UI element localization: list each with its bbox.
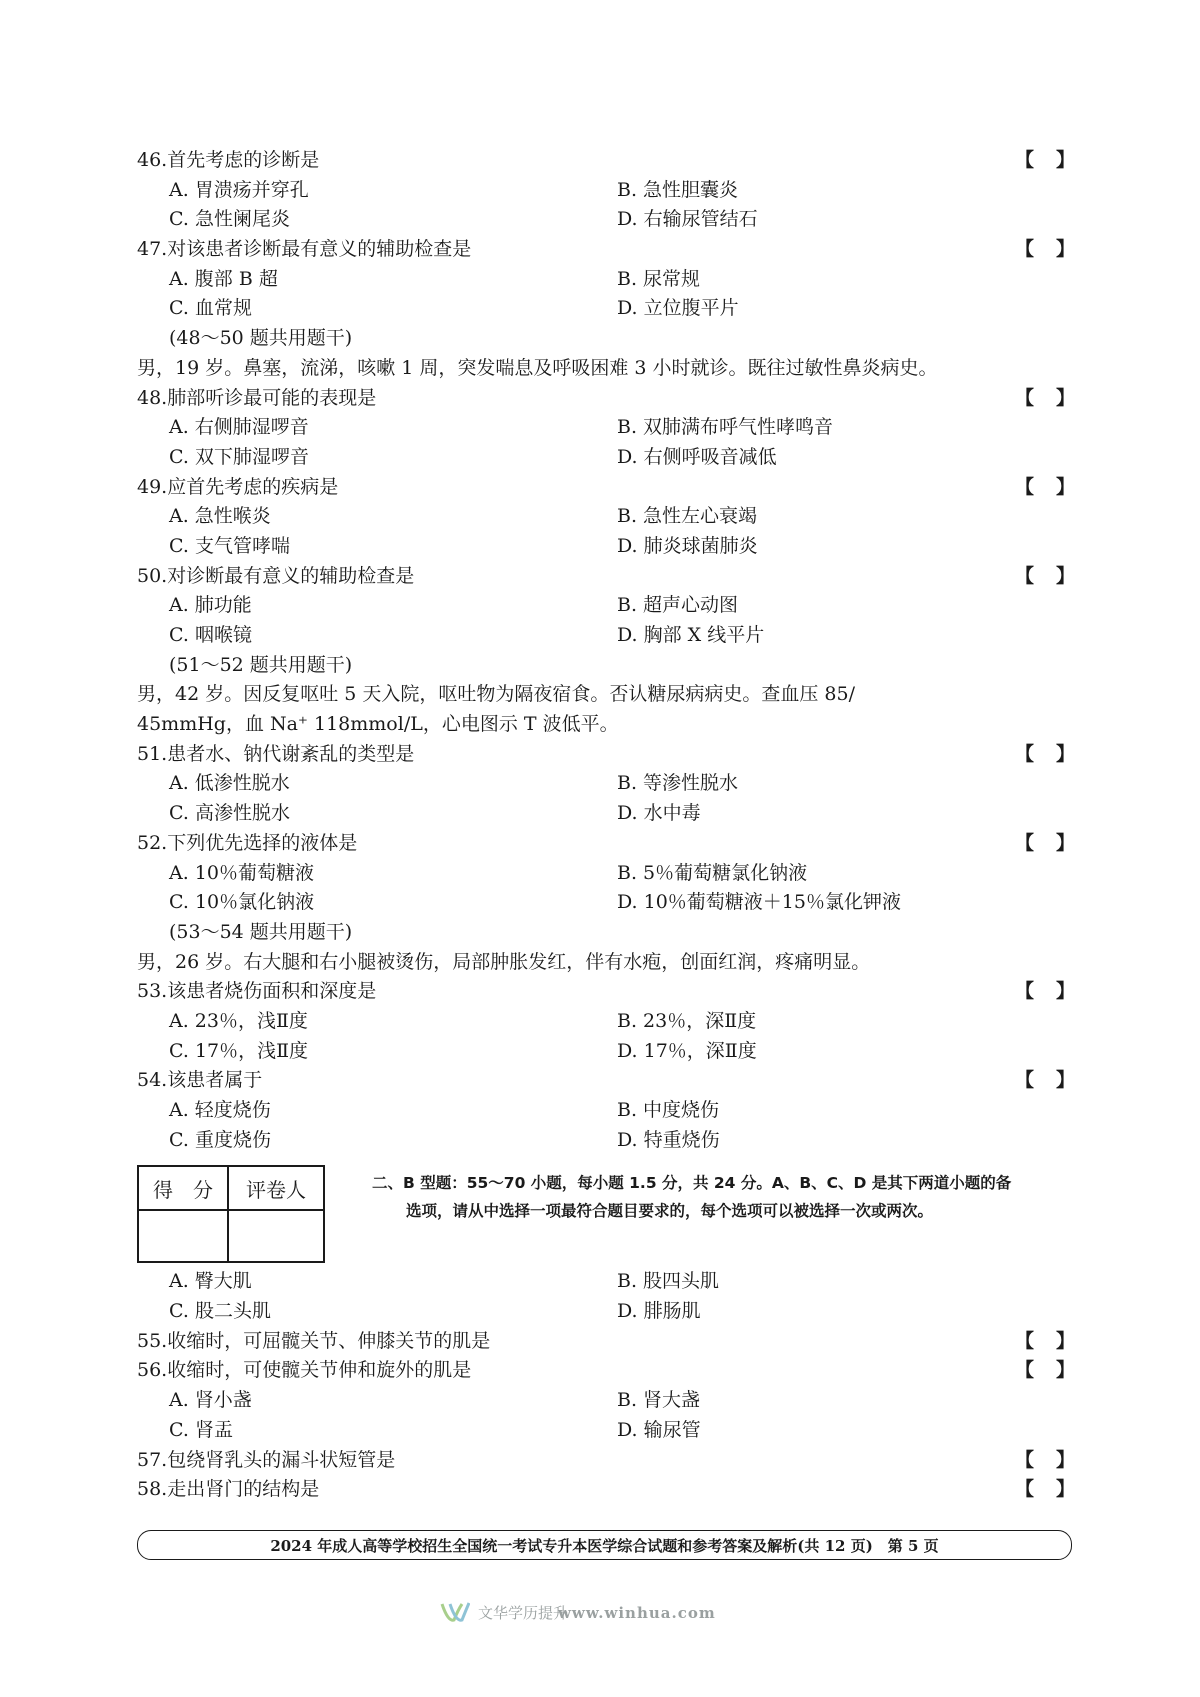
shared-stem-text: (51～52 题共用题干) [169,653,353,676]
options-row [137,176,1075,206]
option-right: D. 特重烧伤 [617,1128,720,1151]
option-right: D. 胸部 X 线平片 [617,624,765,646]
option-right: D. 右输尿管结石 [617,208,758,231]
answer-bracket: 【】 [1014,831,1097,854]
question-block-55-58 [137,1267,1097,1505]
case-text: 男，26 岁。右大腿和右小腿被烫伤，局部肿胀发红，伴有水疱，创面红润，疼痛明显。 [137,950,871,973]
answer-bracket: 【】 [1014,564,1097,587]
option-left: C. 高渗性脱水 [169,802,290,825]
option-right: B. 尿常规 [617,267,701,290]
case-description [137,680,1075,710]
question-stem: 58.走出肾门的结构是 [137,1478,320,1501]
option-left: C. 双下肺湿啰音 [169,445,309,468]
answer-bracket: 【】 [1014,742,1097,765]
grader-cell [228,1210,324,1262]
options-row [137,1037,1075,1067]
option-left: C. 血常规 [169,297,252,320]
answer-bracket: 【】 [1014,1329,1097,1352]
option-right: B. 股四头肌 [617,1270,720,1293]
option-left: A. 肺功能 [169,594,252,617]
option-left: A. 轻度烧伤 [169,1099,271,1121]
question-stem: 48.肺部听诊最可能的表现是 [137,386,377,409]
option-right: D. 肺炎球菌肺炎 [617,534,758,557]
winhua-logo-icon [440,1600,470,1626]
option-right: D. 立位腹平片 [617,297,739,320]
case-description [137,354,1075,384]
options-row [137,265,1075,295]
option-right: B. 中度烧伤 [617,1099,720,1121]
shared-stem-text: (53～54 题共用题干) [169,920,353,943]
option-right: B. 肾大盏 [617,1389,701,1412]
question-row [137,1327,1097,1357]
question-row [137,235,1097,265]
question-stem: 52.下列优先选择的液体是 [137,831,358,854]
shared-stem-text: (48～50 题共用题干) [169,327,353,350]
options-row [137,1416,1075,1446]
watermark-brand: 文华学历提升 [478,1604,569,1622]
answer-bracket: 【】 [1014,980,1097,1003]
options-row [137,888,1075,918]
option-left: C. 10％氯化钠液 [169,891,315,914]
options-row [137,205,1075,235]
option-right: D. 10％葡萄糖液＋15％氯化钾液 [617,891,901,914]
option-left: A. 胃溃疡并穿孔 [169,178,309,201]
option-left: A. 肾小盏 [169,1389,252,1412]
options-row [137,1126,1075,1156]
options-row [137,769,1075,799]
question-row [137,1475,1097,1505]
option-right: B. 超声心动图 [617,594,739,617]
question-stem: 54.该患者属于 [137,1069,263,1092]
question-row [137,829,1097,859]
question-stem: 47.对该患者诊断最有意义的辅助检查是 [137,238,472,261]
question-block-46-54 [137,146,1097,1155]
option-left: C. 股二头肌 [169,1300,271,1323]
grader-label: 评卷人 [228,1166,324,1210]
question-row [137,740,1097,770]
answer-bracket: 【】 [1014,1478,1097,1501]
options-row [137,1096,1075,1126]
option-left: C. 急性阑尾炎 [169,208,290,231]
section-header [137,1165,1075,1261]
question-row [137,384,1097,414]
case-text: 45mmHg，血 Na⁺ 118mmol/L，心电图示 T 波低平。 [137,713,619,736]
option-left: A. 右侧肺湿啰音 [169,416,309,439]
option-left: A. 臀大肌 [169,1270,252,1293]
option-right: D. 水中毒 [617,802,701,825]
option-left: A. 腹部 B 超 [169,267,278,290]
option-left: C. 咽喉镜 [169,624,252,646]
question-row [137,473,1097,503]
question-row [137,1446,1097,1476]
question-stem: 46.首先考虑的诊断是 [137,149,320,171]
answer-bracket: 【】 [1014,1448,1097,1471]
option-right: B. 等渗性脱水 [617,772,739,795]
option-right: B. 23％，深Ⅱ度 [617,1009,757,1032]
question-stem: 55.收缩时，可屈髋关节、伸膝关节的肌是 [137,1329,491,1352]
shared-stem-label [137,324,1075,354]
options-row [137,1297,1075,1327]
options-row [137,799,1075,829]
question-stem: 57.包绕肾乳头的漏斗状短管是 [137,1448,396,1471]
option-right: B. 急性左心衰竭 [617,505,758,528]
question-stem: 56.收缩时，可使髋关节伸和旋外的肌是 [137,1359,472,1382]
option-right: D. 输尿管 [617,1418,701,1441]
case-description [137,710,1075,740]
option-left: A. 23％，浅Ⅱ度 [169,1009,308,1032]
answer-bracket: 【】 [1014,1069,1097,1092]
options-row [137,502,1075,532]
answer-bracket: 【】 [1014,1359,1097,1382]
option-right: D. 腓肠肌 [617,1300,701,1323]
option-left: A. 低渗性脱水 [169,772,290,795]
options-row [137,1267,1075,1297]
shared-stem-label [137,918,1075,948]
option-right: B. 双肺满布呼气性哮鸣音 [617,416,834,439]
section-line-2: 选项，请从中选择一项最符合题目要求的，每个选项可以被选择一次或两次。 [406,1202,934,1221]
options-row [137,413,1075,443]
score-cell [138,1210,228,1262]
options-row [137,621,1075,651]
score-label: 得 分 [138,1166,228,1210]
options-row [137,1007,1075,1037]
answer-bracket: 【】 [1014,238,1097,261]
section-instructions [372,1169,1087,1225]
options-row [137,591,1075,621]
question-row [137,562,1097,592]
question-row [137,1066,1097,1096]
question-stem: 50.对诊断最有意义的辅助检查是 [137,564,415,587]
page-footer: 2024 年成人高等学校招生全国统一考试专升本医学综合试题和参考答案及解析(共 12 页) 第 5 页 [137,1530,1072,1560]
option-left: C. 17％，浅Ⅱ度 [169,1039,309,1062]
option-right: B. 5％葡萄糖氯化钠液 [617,861,808,884]
question-row [137,977,1097,1007]
watermark [440,1598,800,1628]
case-text: 男，42 岁。因反复呕吐 5 天入院，呕吐物为隔夜宿食。否认糖尿病病史。查血压 85/ [137,683,856,706]
option-left: C. 重度烧伤 [169,1128,271,1151]
question-stem: 53.该患者烧伤面积和深度是 [137,980,377,1003]
case-text: 男，19 岁。鼻塞，流涕，咳嗽 1 周，突发喘息及呼吸困难 3 小时就诊。既往过敏性鼻炎病史。 [137,356,938,379]
score-table [137,1165,325,1263]
question-row [137,1356,1097,1386]
option-left: C. 支气管哮喘 [169,534,290,557]
option-right: D. 17％，深Ⅱ度 [617,1039,757,1062]
shared-stem-label [137,651,1075,681]
answer-bracket: 【】 [1014,475,1097,498]
question-stem: 49.应首先考虑的疾病是 [137,475,339,498]
option-right: D. 右侧呼吸音减低 [617,445,777,468]
watermark-url: www.winhua.com [558,1604,716,1622]
question-stem: 51.患者水、钠代谢紊乱的类型是 [137,742,415,765]
option-left: C. 肾盂 [169,1418,233,1441]
case-description [137,948,1075,978]
option-left: A. 10％葡萄糖液 [169,861,314,884]
options-row [137,532,1075,562]
exam-content [137,146,1097,1505]
options-row [137,443,1075,473]
options-row [137,859,1075,889]
answer-bracket: 【】 [1014,386,1097,409]
option-left: A. 急性喉炎 [169,505,271,528]
options-row [137,1386,1075,1416]
section-line-1: 二、B 型题：55～70 小题，每小题 1.5 分，共 24 分。A、B、C、D 是其下两道小题的备 [372,1174,1012,1193]
answer-bracket: 【】 [1014,149,1097,171]
options-row [137,294,1075,324]
question-row [137,146,1097,176]
option-right: B. 急性胆囊炎 [617,178,739,201]
